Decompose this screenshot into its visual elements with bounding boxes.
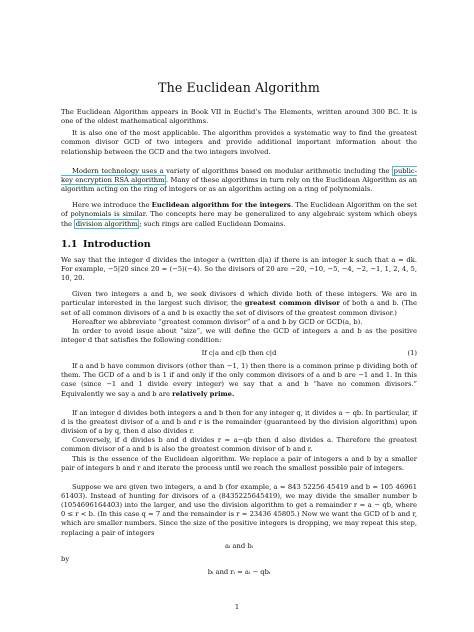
body-paragraph-example: Suppose we are given two integers, a and b (for example, a = 843 52256 45419 and b = 105 46961 61403). Instead of hunting for divisors of a (8435225645419), we may divide the smaller number b (1054696164403) into the larger, and use the division algorithm to get a remainder r = a − qb, where 0 ≤ r < b. (In this case q = 7 and the remainder is r = 23436 45805.) Now we want the GCD of b and r, which are smaller numbers. Since the size of the positive integers is dropping, we may repeat this step, replacing a pair of integers [61,482,417,537]
body-paragraph-gcd-text-a: Given two integers a and b, we seek divisors d which divide both of these integers. We are in particular interested in the largest such divisor, the [61,290,417,308]
intro-paragraph-2: It is also one of the most applicable. The algorithm provides a systematic way to find the greatest common divisor GCD of two integers and provide additional important information about the relationship between the GCD and the two integers involved. [61,129,417,156]
body-paragraph-abbrev: Hereafter we abbreviate “greatest common divisor” of a and b by GCD or GCD(a, b). [72,317,363,326]
intro-paragraph-1: The Euclidean Algorithm appears in Book VII in Euclid’s The Elements, written around 300 BC. It is one of the oldest mathematical algorithms. [61,108,417,126]
page-number: 1 [234,603,240,611]
page-title: The Euclidean Algorithm [158,80,320,95]
intro-paragraph-4-text-a: Here we introduce the [72,201,152,210]
intro-paragraph-3 [61,167,417,194]
body-paragraph-prime-text: If a and b have common divisors (other than −1, 1) then there is a common prime p dividing both of them. The GCD of a and b is 1 if and only if the only common divisors of a and b are −1 and 1. In this case (since −1 and 1 divide every integer) we say that a and b “have no common divisors.” Equivalently we say a and b are [61,362,417,398]
relatively-prime-bold: relatively prime. [172,389,235,398]
body-paragraph-size: In order to avoid issue about “size”, we will define the GCD of integers a and b as the positive integer d that satisfies the following condition: [61,326,417,344]
intro-paragraph-4-text-c: ; such rings are called Euclidean Domains. [139,219,286,228]
equation-1-number: (1) [407,349,417,358]
intro-paragraph-4 [61,201,417,228]
body-paragraph-essence: This is the essence of the Euclidean algorithm. We replace a pair of integers a and b by a smaller pair of integers b and r and iterate the process until we reach the smallest possible pair of integers. [61,454,417,472]
body-paragraph-gcd [61,290,417,317]
section-heading [61,239,417,250]
body-paragraph-converse: Conversely, if d divides b and d divides r = a−qb then d also divides a. Therefore the greatest common divisor of a and b is also the greatest common divisor of b and r. [61,436,417,454]
rsa-link[interactable]: public-key encryption RSA algorithm [61,166,417,184]
division-algorithm-link[interactable]: division algorithm [75,219,138,228]
gcd-bold: greatest common divisor [244,299,340,308]
equation-1-body: If c|a and c|b then c|d [201,349,277,358]
body-paragraph-divides-remainder: If an integer d divides both integers a and b then for any integer q, it divides a − qb. In particular, if d is the greatest divisor of a and b and r is the remainder (guaranteed by the division algorithm) upon division of a by q, then d also divides r. [61,408,417,436]
euclidean-integers-bold: Euclidean algorithm for the integers [151,201,291,210]
section-title: Introduction [83,238,151,250]
equation-pair-b: bᵢ and rᵢ = aᵢ − qbᵢ [207,567,271,576]
intro-paragraph-3-text-a: Modern technology uses a variety of algorithms based on modular arithmetic including the [72,166,393,175]
body-paragraph-gcd-text-b: of both a and b. (The set of all common divisors of a and b is exactly the set of divisors of the greatest common divisor.) [61,299,418,317]
equation-1 [61,349,417,358]
text-column [61,80,417,581]
body-paragraph-divides: We say that the integer d divides the integer a (written d|a) if there is an integer k such that a = dk. For example, −5|20 since 20 = (−5)(−4). So the divisors of 20 are −20, −10, −5, −4, −2, −1, 1, 2, 4, 5, 10, 20. [61,255,417,283]
intro-paragraph-4-text-b: . The Euclidean Algorithm on the set of polynomials is similar. The concepts here may be generalized to any algebraic system which obeys the [61,201,417,228]
section-number: 1.1 [61,238,78,250]
by-text: by [61,554,70,563]
intro-paragraph-3-text-b: . Many of these algorithms in turn rely on the Euclidean Algorithm as an algorithm acting on the ring of integers or as an algorithm acting on a ring of polynomials. [61,175,417,194]
body-paragraph-prime [61,362,417,399]
equation-pair-a: aᵢ and bᵢ [224,541,254,550]
